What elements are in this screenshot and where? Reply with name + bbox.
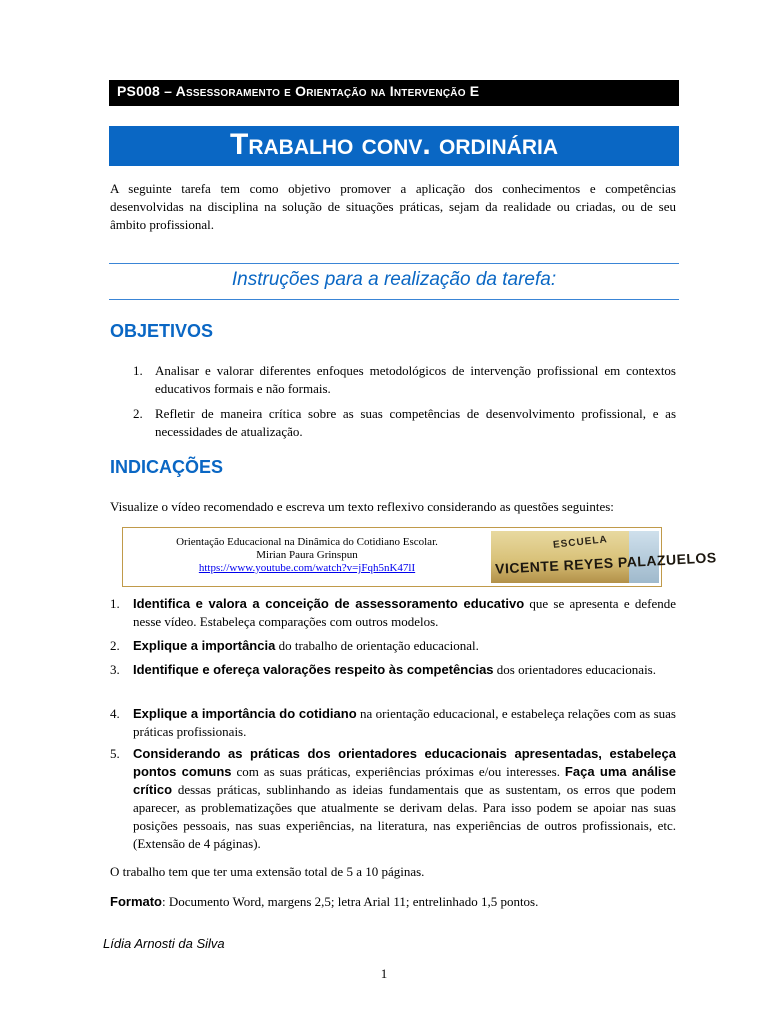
video-lead-text: Visualize o vídeo recomendado e escreva um texto reflexivo considerando as questões seguintes:	[110, 499, 614, 514]
question-bold: Considerando as práticas dos orientadores educacionais apresentadas, estabeleça pontos comuns	[133, 746, 676, 779]
video-link[interactable]: https://www.youtube.com/watch?v=jFqh5nK47lI	[198, 562, 416, 574]
indicacoes-heading: INDICAÇÕES	[110, 457, 224, 477]
video-author: Mirian Paura Grinspun	[256, 549, 358, 561]
question-number: 4.	[110, 706, 120, 721]
question-rest: com as suas práticas, experiências próximas e/ou interesses.	[231, 764, 565, 779]
question-text	[133, 661, 676, 679]
page-number: 1	[380, 966, 388, 981]
objective-text: Analisar e valorar diferentes enfoques metodológicos de intervenção profissional em contextos educativos formais e não formais.	[155, 363, 676, 396]
question-number: 1.	[110, 596, 120, 611]
question-item	[110, 705, 676, 741]
question-bold: Identifica e valora a conceição de assessoramento educativo	[133, 596, 525, 611]
extension-text: O trabalho tem que ter uma extensão total de 5 a 10 páginas.	[110, 864, 425, 879]
question-bold: Explique a importância	[133, 638, 276, 653]
objective-item	[110, 405, 676, 441]
question-bold: Explique a importância do cotidiano	[133, 706, 357, 721]
question-rest: do trabalho de orientação educacional.	[275, 638, 479, 653]
thumbnail-sign-line1: ESCUELA	[552, 534, 609, 551]
question-text	[133, 637, 676, 655]
video-thumbnail[interactable]	[491, 531, 718, 583]
question-number: 3.	[110, 662, 120, 677]
thumbnail-sign-line2: VICENTE REYES PALAZUELOS	[494, 549, 718, 577]
objective-number: 2.	[133, 406, 143, 421]
question-item	[110, 745, 676, 853]
question-number: 2.	[110, 638, 120, 653]
video-reference-box	[122, 527, 718, 587]
objective-number: 1.	[133, 363, 143, 378]
question-bold: Identifique e ofereça valorações respeito às competências	[133, 662, 494, 677]
format-label: Formato	[110, 894, 162, 909]
intro-paragraph: A seguinte tarefa tem como objetivo promover a aplicação dos conhecimentos e competências desenvolvidas na disciplina na solução de situações práticas, sejam da realidade ou criadas, ou de seu âmbito profissional.	[110, 181, 676, 232]
instructions-title: Instruções para a realização da tarefa:	[231, 269, 557, 290]
question-rest: que se apresenta e defende nesse vídeo. Estabeleça comparações com outros modelos.	[133, 596, 676, 629]
question-item	[110, 637, 676, 655]
divider-top	[109, 263, 679, 264]
format-line	[110, 893, 676, 911]
question-text	[133, 595, 676, 631]
question-item	[110, 595, 676, 631]
question-rest: dos orientadores educacionais.	[493, 662, 656, 677]
objective-item	[110, 362, 676, 398]
page-title: Trabalho conv. ordinária	[230, 128, 558, 161]
course-code-title: PS008 – Assessoramento e Orientação na Intervenção E	[117, 83, 480, 99]
objective-text: Refletir de maneira crítica sobre as suas competências de desenvolvimento profissional, e as necessidades de atualização.	[155, 406, 676, 439]
format-text: : Documento Word, margens 2,5; letra Arial 11; entrelinhado 1,5 pontos.	[162, 894, 539, 909]
divider-bottom	[109, 299, 679, 300]
title-banner	[109, 126, 679, 166]
question-text	[133, 745, 676, 853]
question-item	[110, 661, 676, 697]
video-title: Orientação Educacional na Dinâmica do Cotidiano Escolar.	[176, 536, 438, 548]
question-bold-2: Faça uma análise crítico	[133, 764, 677, 797]
footer-author: Lídia Arnosti da Silva	[103, 936, 225, 951]
question-number: 5.	[110, 746, 120, 761]
question-rest: na orientação educacional, e estabeleça relações com as suas práticas profissionais.	[133, 706, 676, 739]
video-reference-text	[123, 536, 491, 575]
objetivos-heading: OBJETIVOS	[110, 321, 214, 341]
question-rest-2: dessas práticas, sublinhando as ideias fundamentais que as sustentam, os erros que podem aparecer, as problematizações que atualmente se derivam delas. Para isso podem se apoiar nas suas posições pessoais, nas suas experiências, na literatura, nas experiências de outros profissionais, etc. (Extensão de 4 páginas).	[133, 782, 676, 851]
question-text	[133, 705, 676, 741]
course-header-bar	[109, 80, 679, 106]
